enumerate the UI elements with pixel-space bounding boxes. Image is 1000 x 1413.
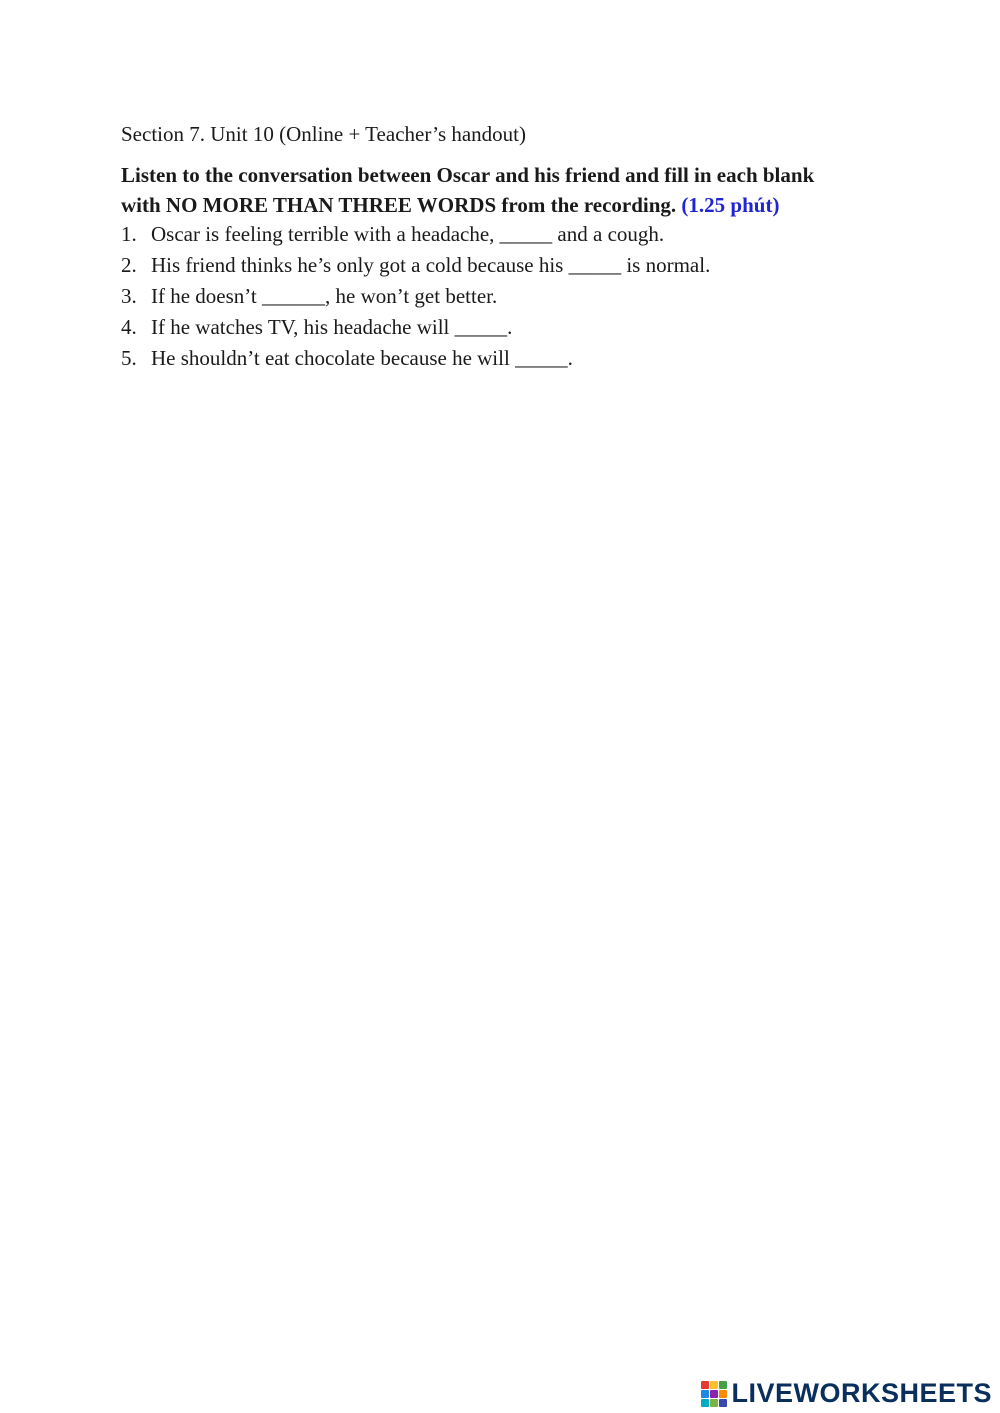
liveworksheets-logo-icon (701, 1381, 727, 1407)
question-item (121, 250, 921, 281)
question-number: 5. (121, 346, 137, 370)
section-title: Section 7. Unit 10 (Online + Teacher’s handout) (121, 122, 527, 146)
question-item (121, 281, 921, 312)
question-item (121, 343, 921, 374)
question-number: 4. (121, 315, 137, 339)
instructions (121, 160, 901, 220)
question-text: He shouldn’t eat chocolate because he will _____. (151, 346, 573, 370)
logo-cell (701, 1381, 709, 1389)
question-list (121, 219, 921, 374)
logo-text: LIVEWORKSHEETS (731, 1378, 992, 1408)
question-text: Oscar is feeling terrible with a headache, _____ and a cough. (151, 222, 665, 246)
instruction-line-1: Listen to the conversation between Oscar and his friend and fill in each blank (121, 163, 815, 187)
logo-cell (719, 1390, 727, 1398)
question-text: His friend thinks he’s only got a cold because his _____ is normal. (151, 253, 711, 277)
logo-cell (710, 1381, 718, 1389)
question-text: If he doesn’t ______, he won’t get better. (151, 284, 498, 308)
instruction-time: (1.25 phút) (681, 193, 780, 217)
logo-cell (701, 1390, 709, 1398)
question-number: 3. (121, 284, 137, 308)
footer-logo[interactable] (701, 1378, 992, 1409)
question-item (121, 219, 921, 250)
logo-cell (719, 1399, 727, 1407)
logo-cell (710, 1399, 718, 1407)
logo-cell (710, 1390, 718, 1398)
question-item (121, 312, 921, 343)
instruction-line-2 (121, 190, 901, 220)
instruction-line-2-text: with NO MORE THAN THREE WORDS from the recording. (121, 193, 677, 217)
logo-cell (701, 1399, 709, 1407)
question-number: 1. (121, 222, 137, 246)
question-number: 2. (121, 253, 137, 277)
question-text: If he watches TV, his headache will _____. (151, 315, 513, 339)
logo-cell (719, 1381, 727, 1389)
